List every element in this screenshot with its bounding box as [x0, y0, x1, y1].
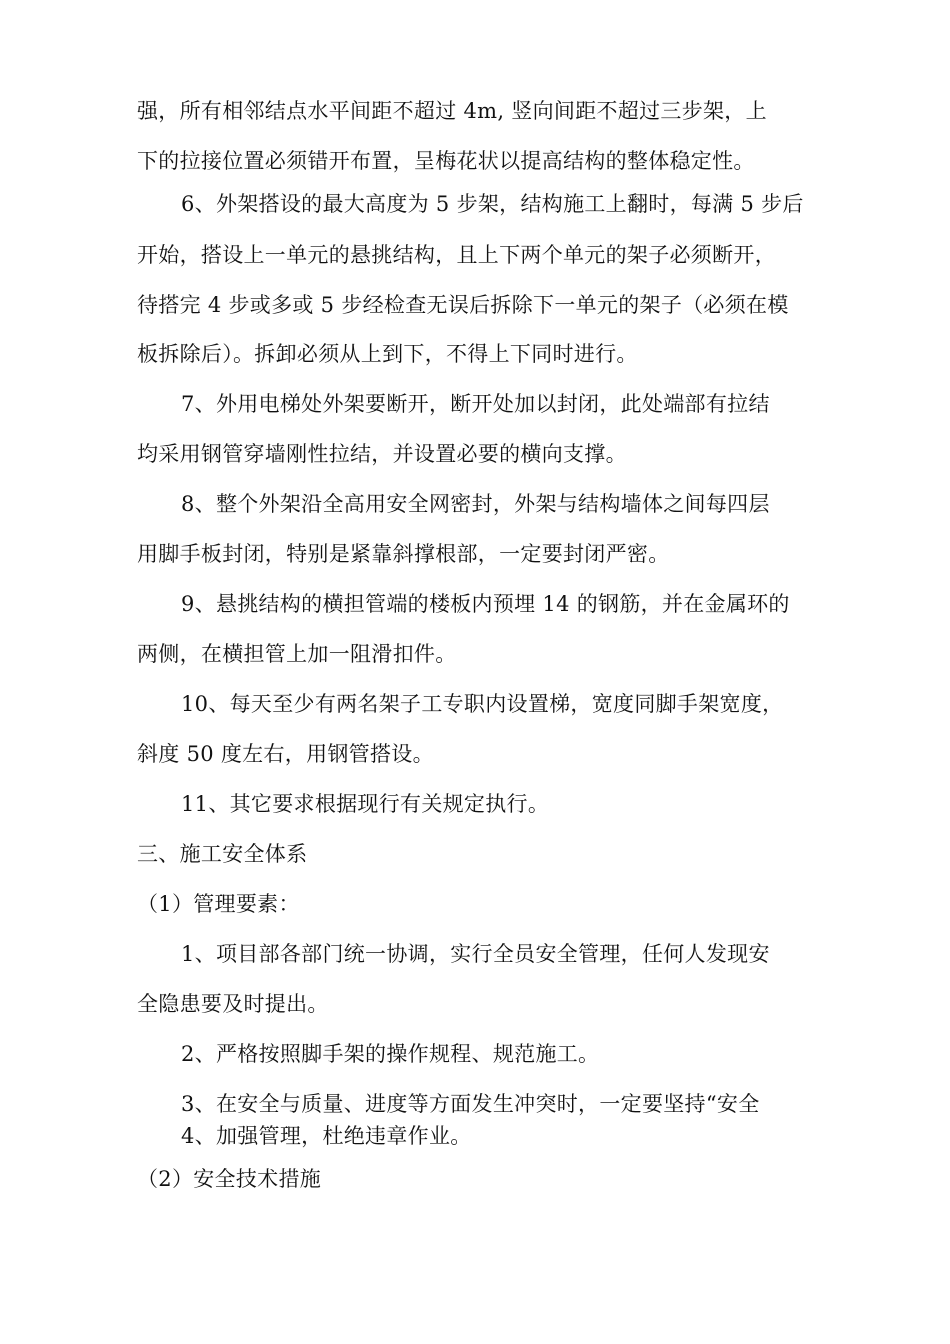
text-line: 斜度 50 度左右，用钢管搭设。	[137, 742, 434, 766]
text-line: 8、整个外架沿全高用安全网密封，外架与结构墙体之间每四层	[181, 492, 770, 516]
text-line: 开始，搭设上一单元的悬挑结构，且上下两个单元的架子必须断开，	[137, 243, 776, 267]
text-line: 均采用钢管穿墙刚性拉结，并设置必要的横向支撑。	[137, 442, 627, 466]
text-line: 1、项目部各部门统一协调，实行全员安全管理，任何人发现安	[181, 942, 770, 966]
subsection-heading: （2）安全技术措施	[137, 1167, 322, 1191]
text-line: 9、悬挑结构的横担管端的楼板内预埋 14 的钢筋，并在金属环的	[181, 592, 790, 616]
text-line: 强，所有相邻结点水平间距不超过 4m, 竖向间距不超过三步架，上	[137, 99, 767, 123]
text-line: 7、外用电梯处外架要断开，断开处加以封闭，此处端部有拉结	[181, 392, 770, 416]
subsection-heading: （1）管理要素：	[137, 892, 300, 916]
text-line: 全隐患要及时提出。	[137, 992, 329, 1016]
text-line: 板拆除后）。拆卸必须从上到下，不得上下同时进行。	[137, 342, 638, 366]
text-line: 3、在安全与质量、进度等方面发生冲突时，一定要坚持“安全	[181, 1092, 760, 1116]
section-heading: 三、施工安全体系	[137, 842, 308, 866]
text-line: 4、加强管理，杜绝违章作业。	[181, 1124, 472, 1148]
text-line: 下的拉接位置必须错开布置，呈梅花状以提高结构的整体稳定性。	[137, 149, 755, 173]
text-line: 用脚手板封闭，特别是紧靠斜撑根部，一定要封闭严密。	[137, 542, 670, 566]
text-line: 2、严格按照脚手架的操作规程、规范施工。	[181, 1042, 600, 1066]
text-line: 6、外架搭设的最大高度为 5 步架，结构施工上翻时，每满 5 步后	[181, 192, 804, 216]
text-line: 11、其它要求根据现行有关规定执行。	[181, 792, 550, 816]
text-line: 两侧，在横担管上加一阻滑扣件。	[137, 642, 457, 666]
text-line: 10、每天至少有两名架子工专职内设置梯，宽度同脚手架宽度，	[181, 692, 784, 716]
text-line: 待搭完 4 步或多或 5 步经检查无误后拆除下一单元的架子（必须在模	[137, 293, 789, 317]
